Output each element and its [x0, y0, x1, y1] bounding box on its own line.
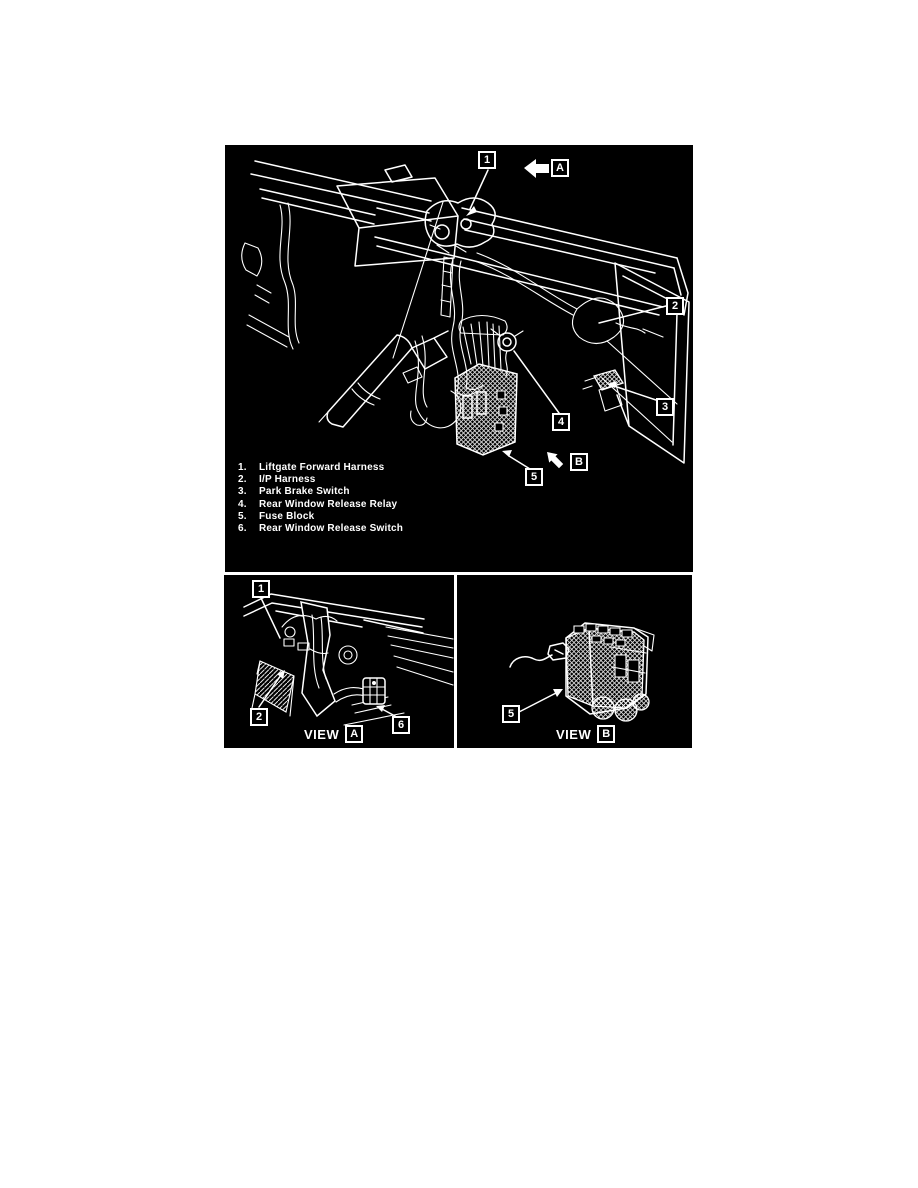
- view-b-caption: [556, 725, 615, 743]
- view-caption-text: VIEW: [304, 726, 340, 742]
- fuse-block: [566, 623, 654, 721]
- view-a-arrow-icon: [524, 159, 549, 178]
- legend-item-number: 2.: [238, 474, 247, 486]
- view-b-line-art: [457, 575, 692, 748]
- legend-item: [238, 499, 403, 511]
- steering-column: [319, 331, 448, 427]
- kick-panel: [602, 263, 689, 463]
- legend-item-number: 6.: [238, 522, 247, 534]
- view-b-arrow-icon: [547, 452, 563, 468]
- legend-item: [238, 486, 403, 498]
- legend-item: [238, 511, 403, 523]
- left-brackets: [242, 203, 299, 349]
- main-diagram-panel: [225, 145, 693, 572]
- legend-item-number: 4.: [238, 498, 247, 510]
- callout-4: 4: [552, 413, 570, 431]
- pillar-bracket: [301, 602, 335, 716]
- pigtail-wire: [510, 643, 569, 667]
- rear-window-release-switch-connector: [363, 678, 385, 704]
- callout-2: 2: [666, 297, 684, 315]
- leader-lines: [519, 689, 563, 712]
- view-b-letter-box: B: [570, 453, 588, 471]
- legend-item-label: Fuse Block: [259, 510, 315, 522]
- leader-arrowhead-5: [502, 450, 512, 457]
- view-a-caption: [304, 725, 363, 743]
- view-caption-text: VIEW: [556, 726, 592, 742]
- callout-5: 5: [502, 705, 520, 723]
- legend-item: [238, 523, 403, 535]
- legend-item-label: Rear Window Release Relay: [259, 498, 398, 510]
- legend-item-label: I/P Harness: [259, 474, 316, 486]
- park-brake-switch: [583, 370, 623, 411]
- view-b-caption-letter-box: B: [597, 725, 615, 743]
- callout-1: 1: [252, 580, 270, 598]
- callout-1: 1: [478, 151, 496, 169]
- view-a-letter-box: A: [551, 159, 569, 177]
- harness-and-connectors: [282, 615, 404, 725]
- callout-5: 5: [525, 468, 543, 486]
- legend-item-label: Liftgate Forward Harness: [259, 462, 385, 473]
- callout-3: 3: [656, 398, 674, 416]
- legend-item-number: 5.: [238, 510, 247, 522]
- legend-item-number: 1.: [238, 462, 247, 473]
- legend-item-label: Rear Window Release Switch: [259, 522, 404, 534]
- dash-beam-lines: [251, 161, 688, 358]
- legend-item: [238, 474, 403, 486]
- view-a-panel: [224, 575, 454, 748]
- legend: [238, 462, 403, 535]
- view-b-panel: [457, 575, 692, 748]
- legend-item-label: Park Brake Switch: [259, 486, 350, 498]
- callout-6: 6: [392, 716, 410, 734]
- legend-item: [238, 462, 403, 474]
- fuse-block: [455, 316, 517, 456]
- callout-2: 2: [250, 708, 268, 726]
- view-a-caption-letter-box: A: [345, 725, 363, 743]
- harness-runs: [403, 253, 663, 428]
- legend-item-number: 3.: [238, 486, 247, 498]
